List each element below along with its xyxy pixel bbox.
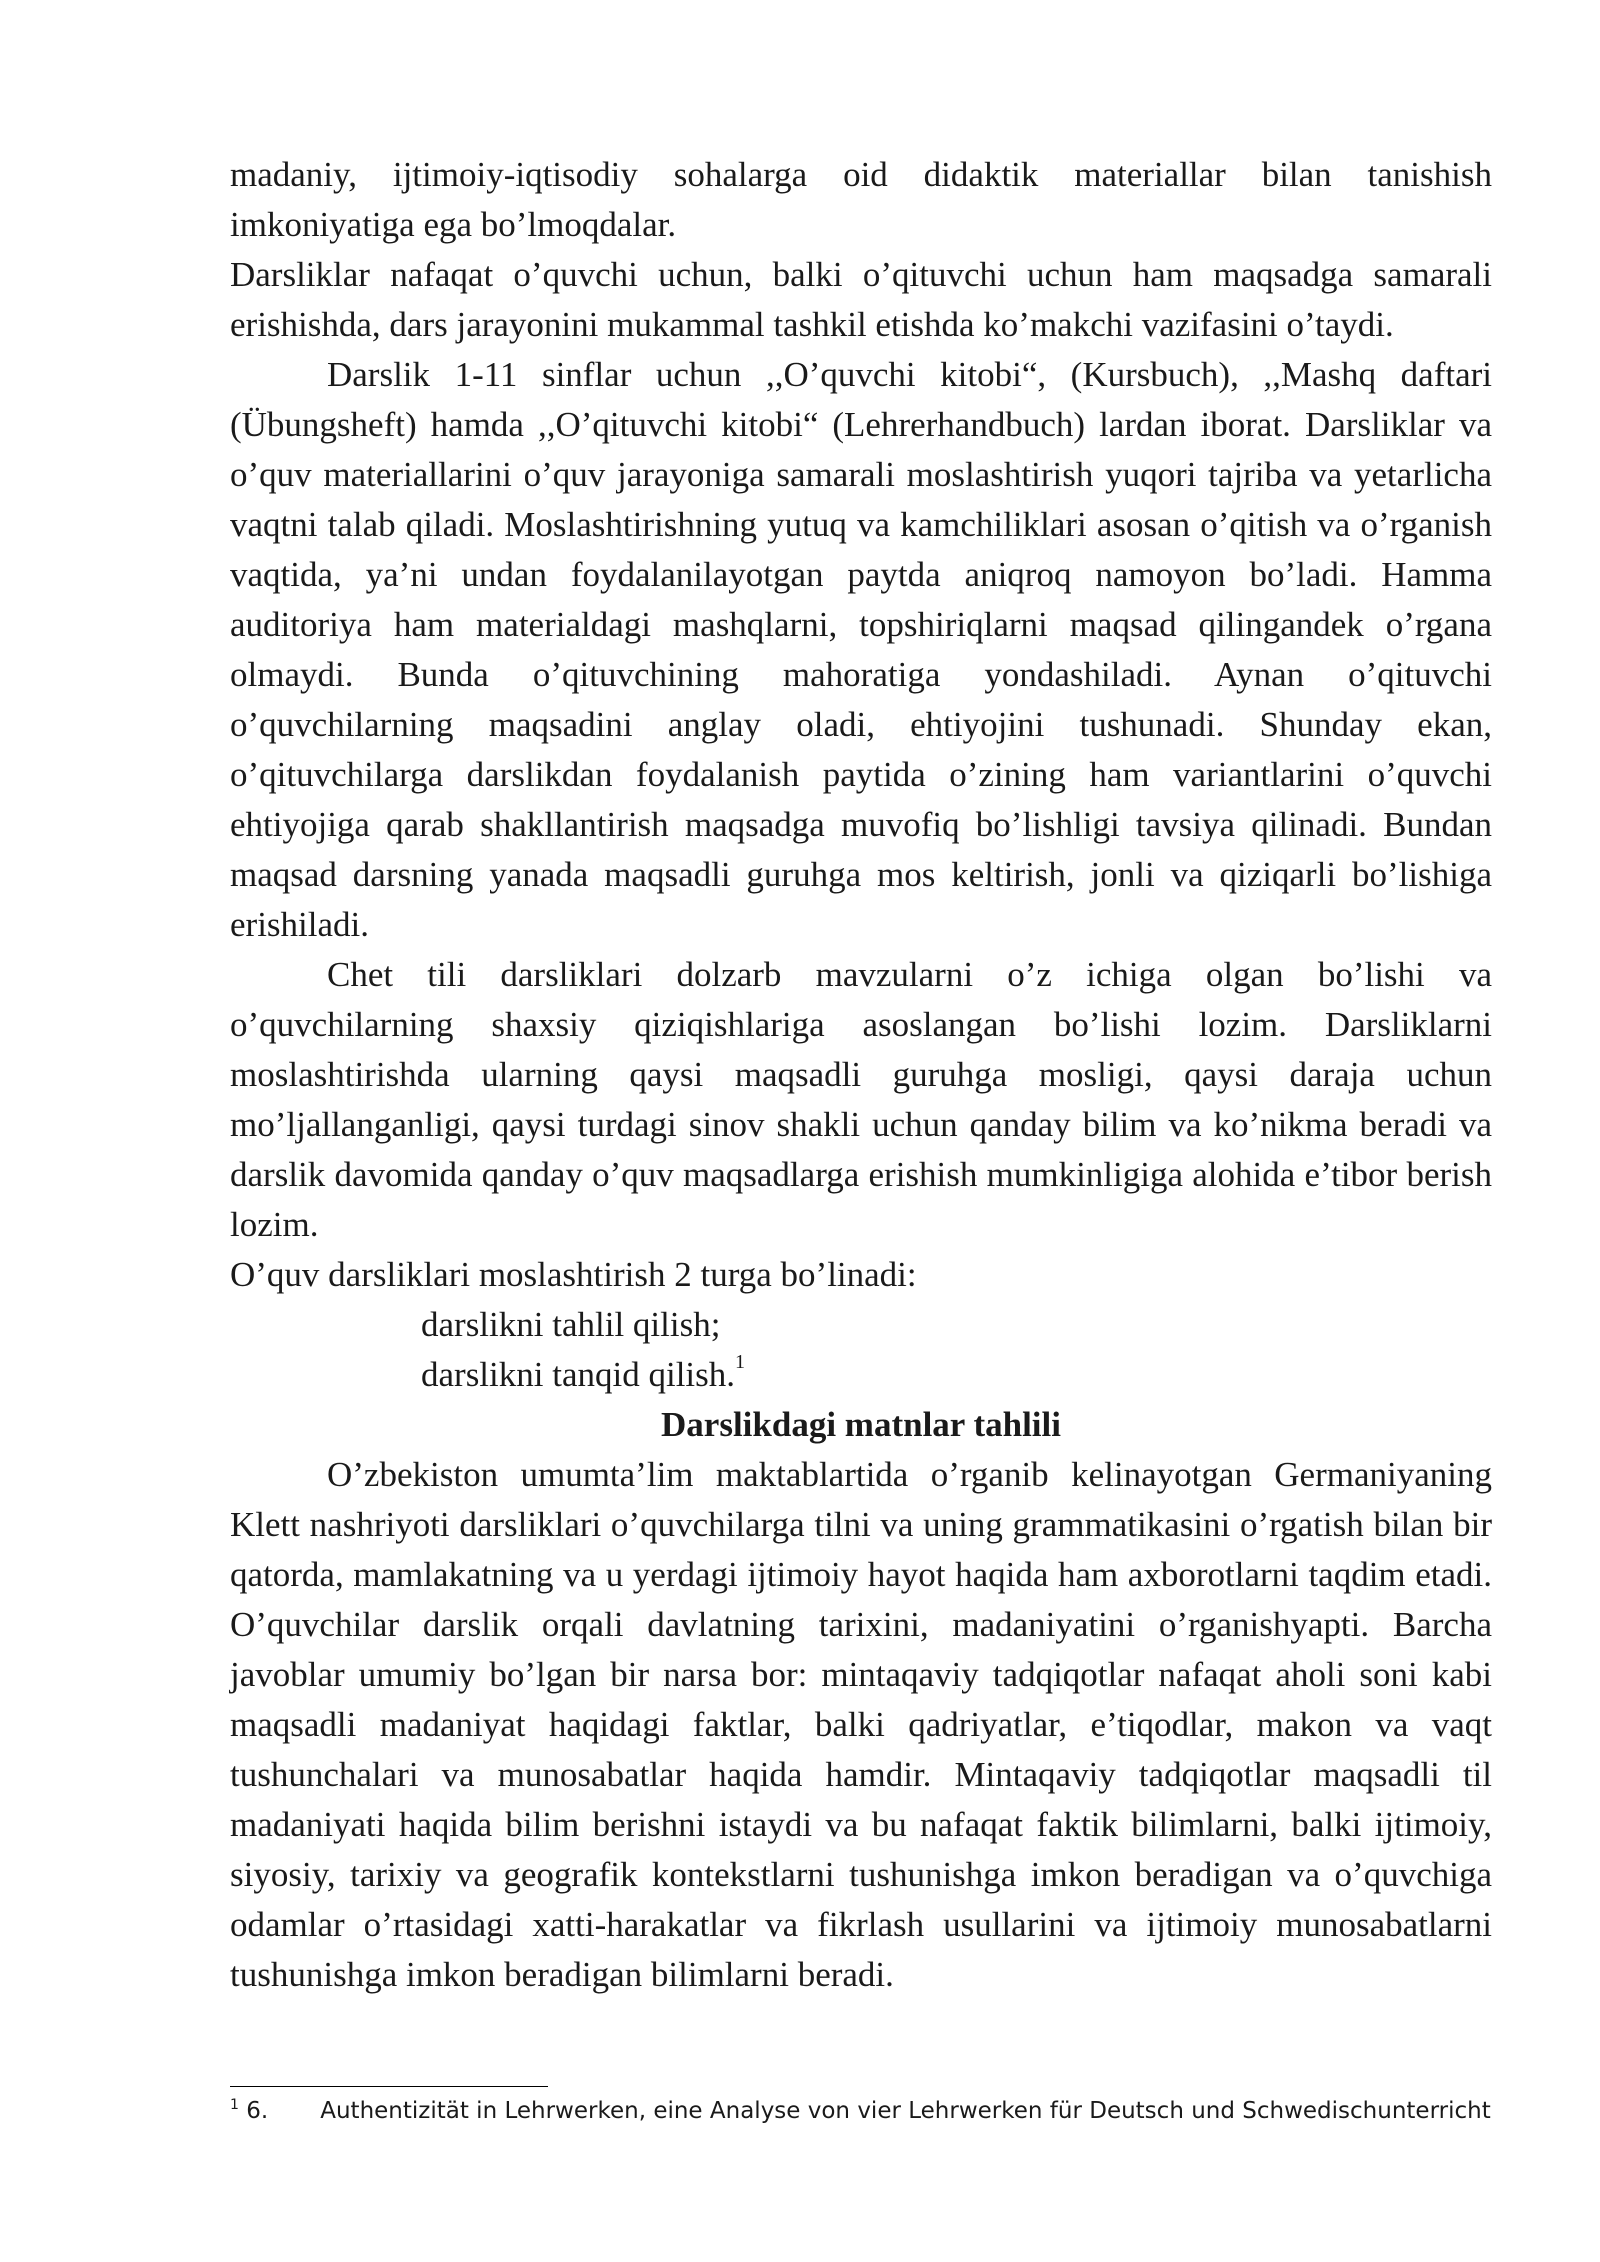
footnote-mark: 1 [230, 2097, 239, 2113]
footnote-divider [230, 2086, 548, 2087]
page-body [230, 150, 1492, 2000]
footnote-reference[interactable]: 1 [735, 1351, 746, 1373]
list-item-text: darslikni tahlil qilish; [421, 1305, 721, 1344]
body-paragraph: Darslik 1-11 sinflar uchun ,,O’quvchi kitobi“, (Kursbuch), ,,Mashq daftari (Übungsheft) hamda ,,O’qituvchi kitobi“ (Lehrerhandbuch) lardan iborat. Darsliklar va o’quv materiallarini o’quv jarayoniga samarali moslashtirish yuqori tajriba va yetarlicha vaqtni talab qiladi. Moslashtirishning yutuq va kamchiliklari asosan o’qitish va o’rganish vaqtida, ya’ni undan foydalanilayotgan paytda aniqroq namoyon bo’ladi. Hamma auditoriya ham materialdagi mashqlarni, topshiriqlarni maqsad qilingandek o’rgana olmaydi. Bunda o’qituvchining mahoratiga yondashiladi. Aynan o’qituvchi o’quvchilarning maqsadini anglay oladi, ehtiyojini tushunadi. Shunday ekan, o’qituvchilarga darslikdan foydalanish paytida o’zining ham variantlarini o’quvchi ehtiyojiga qarab shakllantirish maqsadga muvofiq bo’lishligi tavsiya qilinadi. Bundan maqsad darsning yanada maqsadli guruhga mos keltirish, jonli va qiziqarli bo’lishiga erishiladi. [230, 355, 1492, 944]
section-heading: Darslikdagi matnlar tahlili [661, 1405, 1061, 1444]
footnote [230, 2094, 1530, 2128]
body-paragraph: Darsliklar nafaqat o’quvchi uchun, balki o’qituvchi uchun ham maqsadga samarali erishishda, dars jarayonini mukammal tashkil etishda ko’makchi vazifasini o’taydi. [230, 255, 1492, 344]
body-paragraph: O’quv darsliklari moslashtirish 2 turga bo’linadi: [230, 1255, 917, 1294]
body-paragraph: Chet tili darsliklari dolzarb mavzularni o’z ichiga olgan bo’lishi va o’quvchilarning shaxsiy qiziqishlariga asoslangan bo’lishi lozim. Darsliklarni moslashtirishda ularning qaysi maqsadli guruhga mosligi, qaysi daraja uchun mo’ljallanganligi, qaysi turdagi sinov shakli uchun qanday bilim va ko’nikma beradi va darslik davomida qanday o’quv maqsadlarga erishish mumkinligiga alohida e’tibor berish lozim. [230, 955, 1492, 1244]
body-paragraph: madaniy, ijtimoiy-iqtisodiy sohalarga oid didaktik materiallar bilan tanishish imkoniyatiga ega bo’lmoqdalar. [230, 155, 1492, 244]
footnote-number: 6. [246, 2098, 269, 2124]
list-item-text: darslikni tanqid qilish. [421, 1355, 736, 1394]
footnote-text: Authentizität in Lehrwerken, eine Analyse von vier Lehrwerken für Deutsch und Schwedischunterricht [320, 2098, 1491, 2124]
body-paragraph: O’zbekiston umumta’lim maktablartida o’rganib kelinayotgan Germaniyaning Klett nashriyoti darsliklari o’quvchilarga tilni va uning grammatikasini o’rgatish bilan bir qatorda, mamlakatning va u yerdagi ijtimoiy hayot haqida ham axborotlarni taqdim etadi. O’quvchilar darslik orqali davlatning tarixini, madaniyatini o’rganishyapti. Barcha javoblar umumiy bo’lgan bir narsa bor: mintaqaviy tadqiqotlar nafaqat aholi soni kabi maqsadli madaniyat haqidagi faktlar, balki qadriyatlar, e’tiqodlar, makon va vaqt tushunchalari va munosabatlar haqida hamdir. Mintaqaviy tadqiqotlar maqsadli til madaniyati haqida bilim berishni istaydi va bu nafaqat faktik bilimlarni, balki ijtimoiy, siyosiy, tarixiy va geografik kontekstlarni tushunishga imkon beradigan va o’quvchiga odamlar o’rtasidagi xatti-harakatlar va fikrlash usullarini va ijtimoiy munosabatlarni tushunishga imkon beradigan bilimlarni beradi. [230, 1455, 1492, 1994]
list-item [230, 1300, 1492, 1350]
list-item [230, 1350, 1492, 1400]
